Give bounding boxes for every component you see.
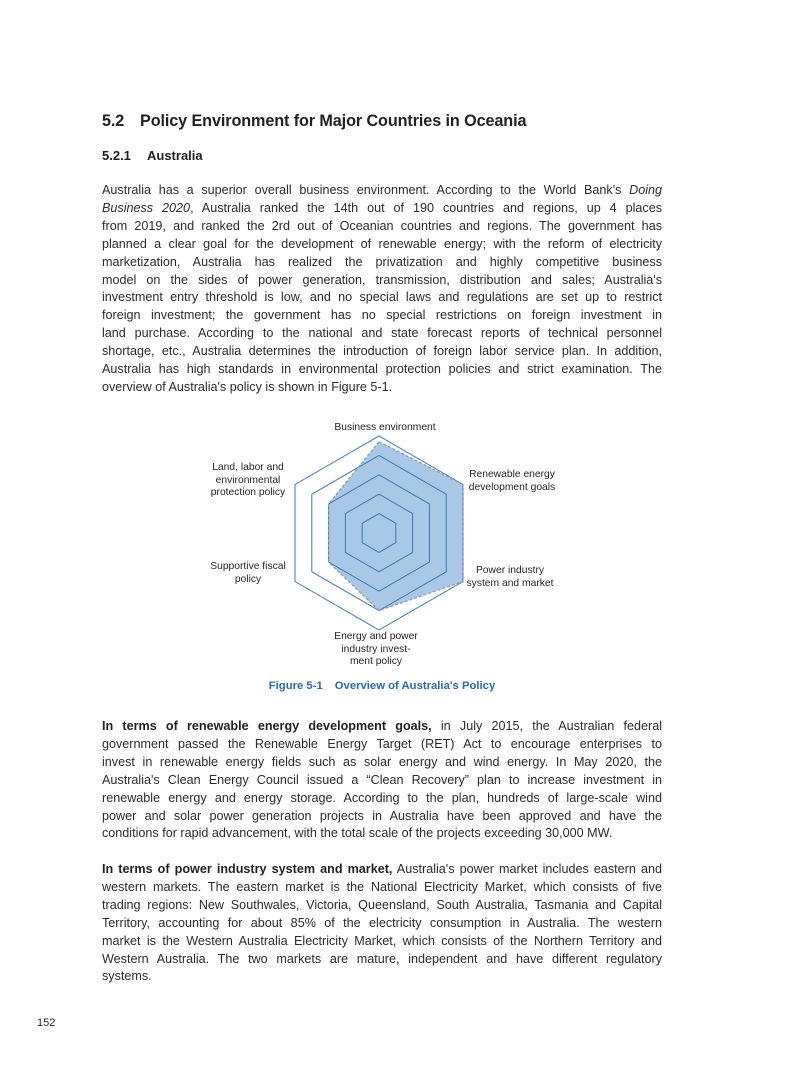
section-number: 5.2 — [102, 112, 125, 130]
label-text: policy — [234, 573, 262, 585]
power-market-paragraph — [102, 861, 662, 986]
text-line — [102, 718, 662, 736]
text-run: Australia has a superior overall business environment. According to the World Bank's — [102, 183, 630, 197]
axis-label-supportive-fiscal — [200, 561, 296, 586]
text-line: Australia has high standards in environmental protection policies and strict examination. The — [102, 362, 662, 377]
text-line: market is the Western Australia Electricity Market, which consists of the Northern Territory and — [102, 933, 662, 948]
text-line — [102, 861, 662, 879]
text-line — [102, 200, 662, 218]
label-text: system and market — [466, 577, 554, 589]
label-text: Business environment — [334, 422, 436, 433]
label-text: environmental — [215, 474, 281, 486]
text-line: from 2019, and ranked the 2rd out of Oceanian countries and regions. The government has — [102, 218, 662, 233]
axis-label-business-environment — [315, 422, 455, 435]
page-number: 152 — [37, 1017, 56, 1029]
text-line: overview of Australia's policy is shown in Figure 5-1. — [102, 379, 393, 394]
text-line: conditions for rapid advancement, with the total scale of the projects exceeding 30,000 MW. — [102, 826, 613, 841]
text-line: marketization, Australia has realized the privatization and highly competitive business — [102, 254, 662, 269]
text-line: planned a clear goal for the development of renewable energy; with the reform of electricity — [102, 236, 662, 251]
radar-chart — [190, 415, 580, 675]
text-line: government passed the Renewable Energy Target (RET) Act to encourage enterprises to — [102, 736, 662, 751]
axis-label-land-labor — [200, 462, 296, 500]
italic-title: Business 2020 — [102, 200, 191, 215]
label-text: Renewable energy — [469, 469, 555, 480]
renewable-goals-paragraph — [102, 718, 662, 843]
figure-number: Figure 5-1 — [268, 680, 323, 692]
text-line: systems. — [102, 969, 152, 984]
label-text: ment policy — [349, 656, 403, 667]
text-line: Western Australia. The two markets are mature, independent and have different regulatory — [102, 951, 662, 966]
text-line: model on the sides of power generation, transmission, distribution and sales; Australia's — [102, 272, 662, 287]
text-line: invest in renewable energy fields such as solar energy and wind energy. In May 2020, the — [102, 754, 662, 769]
axis-label-energy-investment — [326, 631, 426, 669]
text-line: western markets. The eastern market is the National Electricity Market, which consists of five — [102, 879, 662, 894]
label-text: Energy and power — [334, 631, 418, 642]
text-run: Australia's power market includes eastern and — [392, 862, 662, 876]
section-title: Policy Environment for Major Countries in Oceania — [140, 112, 527, 130]
text-run: , Australia ranked the 14th out of 190 countries and regions, up 4 places — [190, 200, 662, 215]
italic-title: Doing — [629, 183, 662, 197]
text-line: shortage, etc., Australia determines the introduction of foreign labor service plan. In addition, — [102, 344, 662, 359]
subsection-title: Australia — [147, 148, 203, 163]
section-heading — [102, 112, 526, 131]
axis-label-power-industry — [460, 565, 560, 590]
text-line: trading regions: New Southwales, Victoria, Queensland, South Australia, Tasmania and Capital — [102, 897, 662, 912]
figure-title: Overview of Australia's Policy — [334, 680, 496, 692]
label-text: Supportive fiscal — [210, 561, 286, 572]
lead-in-bold: In terms of renewable energy development goals, — [102, 719, 432, 733]
intro-paragraph — [102, 182, 662, 397]
text-line: renewable energy and energy storage. According to the plan, hundreds of large-scale wind — [102, 790, 662, 805]
text-line: Australia's Clean Energy Council issued a “Clean Recovery” plan to increase investment in — [102, 772, 662, 787]
text-run: in July 2015, the Australian federal — [431, 719, 662, 733]
text-line: foreign investment; the government has no special restrictions on foreign investment in — [102, 308, 662, 323]
label-text: Power industry — [475, 565, 545, 576]
label-text: Land, labor and — [212, 462, 284, 473]
label-text: development goals — [468, 481, 556, 493]
text-line: investment entry threshold is low, and no special laws and regulations are set up to restrict — [102, 290, 662, 305]
text-line: land purchase. According to the national and state forecast reports of technical personnel — [102, 326, 662, 341]
text-line: power and solar power generation projects in Australia have been approved and have the — [102, 808, 662, 823]
text-line — [102, 182, 662, 200]
subsection-heading — [102, 148, 203, 163]
axis-label-renewable-energy — [462, 469, 562, 494]
label-text: protection policy — [210, 487, 286, 498]
subsection-number: 5.2.1 — [102, 148, 131, 163]
figure-caption — [0, 680, 764, 692]
text-line: Territory, accounting for about 85% of the electricity consumption in Australia. The western — [102, 915, 662, 930]
label-text: industry invest- — [341, 643, 411, 655]
lead-in-bold: In terms of power industry system and market, — [102, 862, 393, 876]
